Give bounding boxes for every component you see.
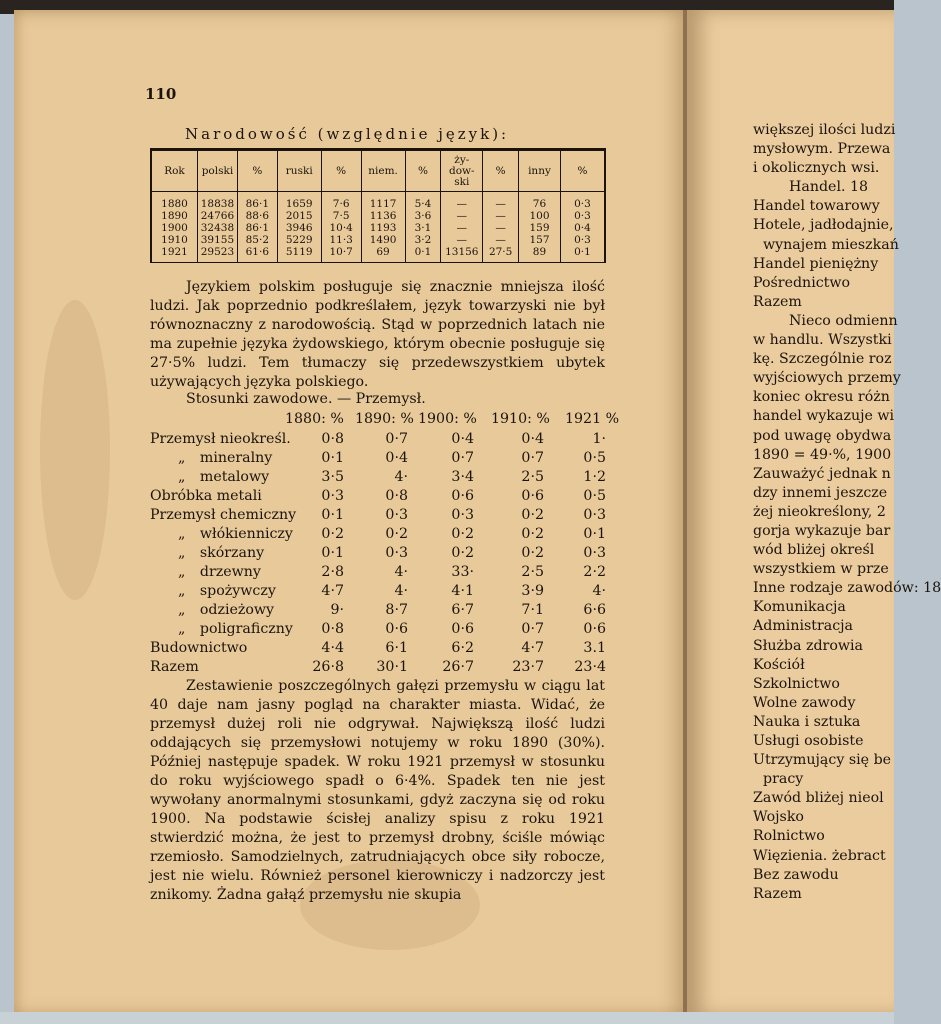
table-row <box>151 192 605 211</box>
occupation-value: 23·4 <box>574 659 606 675</box>
table-cell: 5229 <box>277 234 321 246</box>
table-cell: 5119 <box>277 246 321 263</box>
nationality-table <box>150 148 606 263</box>
occupation-row <box>150 658 610 677</box>
table-cell: 1136 <box>361 210 405 222</box>
table-cell: 61·6 <box>237 246 277 263</box>
occupation-value: 2·5 <box>521 564 544 580</box>
right-page-line: Handel. 18 <box>789 179 869 196</box>
column-header: % <box>321 150 361 192</box>
page-number: 110 <box>145 85 177 103</box>
occupation-label: „ włókienniczy <box>178 526 293 542</box>
year-header: 1910: % <box>491 411 550 427</box>
occupation-value: 0·7 <box>521 450 544 466</box>
occupation-value: 4· <box>394 564 408 580</box>
occupation-row <box>150 639 610 658</box>
right-page-line: Handel towarowy <box>753 198 880 215</box>
occupation-value: 23·7 <box>512 659 544 675</box>
paragraph-text: Zestawienie poszczególnych gałęzi przemysłu w ciągu lat 40 daje nam jasny pogląd na charakter miasta. Widać, że przemysł dużej roli nie odgrywał. Największą ilość ludzi oddających się przemysłowi notujemy w roku 1890 (30%). Później następuje spadek. W roku 1921 przemysł w stosunku do roku wyjściowego spadł o 6·4%. Spadek ten nie jest wywołany anormalnymi stosunkami, gdyż zaczyna się od roku 1900. Na podstawie ścisłej analizy spisu z roku 1921 stwierdzić można, że jest to przemysł drobny, ściśle mówiąc rzemiosło. Samodzielnych, zatrudniających obce siły robocze, jest nie wielu. Również personel kierowniczy i nadzorczy jest znikomy. Żadna gałąź przemysłu nie skupia <box>150 678 605 903</box>
occupation-value: 0·1 <box>583 526 606 542</box>
occupation-value: 0·3 <box>385 545 408 561</box>
occupation-row <box>150 506 610 525</box>
right-page-line: Zauważyć jednak n <box>753 465 891 482</box>
occupation-value: 0·7 <box>451 450 474 466</box>
table-cell: 7·5 <box>321 210 361 222</box>
table-cell: 0·3 <box>560 210 605 222</box>
right-page-line: większej ilości ludzi <box>753 122 896 138</box>
table-cell: 3·1 <box>405 222 441 234</box>
right-page-line: Zawód bliżej nieol <box>753 790 884 807</box>
table-cell: 32438 <box>198 222 238 234</box>
table-cell: 86·1 <box>237 222 277 234</box>
table-cell: 24766 <box>198 210 238 222</box>
table-cell: 159 <box>519 222 561 234</box>
occupation-value: 9· <box>330 602 344 618</box>
column-header: inny <box>519 150 561 192</box>
occupation-value: 0·8 <box>321 431 344 447</box>
table-cell: 0·1 <box>405 246 441 263</box>
table-row <box>151 210 605 222</box>
table-cell: — <box>441 192 483 211</box>
table-cell: 39155 <box>198 234 238 246</box>
occupation-label: „ spożywczy <box>178 583 276 599</box>
occupation-row <box>150 601 610 620</box>
right-page-line: Wojsko <box>753 809 804 826</box>
year-header: 1880: % <box>285 411 344 427</box>
table-cell: 76 <box>519 192 561 211</box>
occupation-value: 4· <box>394 583 408 599</box>
occupation-value: 3·4 <box>451 469 474 485</box>
occupation-value: 6·6 <box>583 602 606 618</box>
occupation-value: 6·1 <box>385 640 408 656</box>
right-page-line: Handel pieniężny <box>753 255 879 272</box>
paper-stain <box>40 300 110 600</box>
occupation-row <box>150 525 610 544</box>
right-page-line: Nauka i sztuka <box>753 713 861 730</box>
occupation-value: 4·7 <box>521 640 544 656</box>
column-header: % <box>483 150 519 192</box>
occupation-row <box>150 430 610 449</box>
table-cell: 27·5 <box>483 246 519 263</box>
right-page-line: Bez zawodu <box>753 866 839 883</box>
table-cell: 1490 <box>361 234 405 246</box>
occupation-value: 0·3 <box>321 488 344 504</box>
occupation-label: Razem <box>150 659 199 675</box>
column-header: % <box>405 150 441 192</box>
occupation-row <box>150 544 610 563</box>
occupation-value: 26·7 <box>442 659 474 675</box>
table-cell: 0·1 <box>560 246 605 263</box>
table-cell: — <box>441 234 483 246</box>
table-cell: 1921 <box>151 246 198 263</box>
table-cell: 10·4 <box>321 222 361 234</box>
right-page-line: koniec okresu różn <box>753 389 890 406</box>
table-cell: 1910 <box>151 234 198 246</box>
right-page-line: Inne rodzaje zawodów: 18 <box>753 580 941 597</box>
occupation-value: 3.1 <box>583 640 606 656</box>
occupation-value: 0·2 <box>451 526 474 542</box>
table-cell: — <box>441 210 483 222</box>
table-body <box>151 192 605 263</box>
occupation-value: 4· <box>592 583 606 599</box>
paragraph-industry <box>150 677 605 905</box>
occupation-value: 0·6 <box>583 621 606 637</box>
table-cell: 85·2 <box>237 234 277 246</box>
occupation-row <box>150 487 610 506</box>
occupation-value: 1· <box>592 431 606 447</box>
occupation-value: 3·5 <box>321 469 344 485</box>
occupation-value: 8·7 <box>385 602 408 618</box>
occupation-value: 0·2 <box>451 545 474 561</box>
right-page-line: wszystkiem w prze <box>753 561 889 578</box>
occupation-value: 0·8 <box>321 621 344 637</box>
occupation-value: 0·3 <box>583 545 606 561</box>
column-header: ruski <box>277 150 321 192</box>
right-page-line: handel wykazuje wi <box>753 408 895 425</box>
occupation-value: 6·2 <box>451 640 474 656</box>
table-cell: 157 <box>519 234 561 246</box>
table-cell: 18838 <box>198 192 238 211</box>
table-cell: 1890 <box>151 210 198 222</box>
right-page-line: Utrzymujący się be <box>753 752 892 769</box>
table-cell: 0·4 <box>560 222 605 234</box>
right-page-line: 1890 = 49·%, 1900 <box>753 446 892 463</box>
column-header: ży- dow- ski <box>441 150 483 192</box>
table-cell: 3·6 <box>405 210 441 222</box>
occupation-label: Obróbka metali <box>150 488 262 504</box>
right-page-line: Pośrednictwo <box>753 274 851 291</box>
occupation-value: 0·2 <box>521 526 544 542</box>
year-header: 1900: % <box>418 411 477 427</box>
occupation-value: 0·1 <box>321 450 344 466</box>
table-cell: — <box>441 222 483 234</box>
table-cell: 10·7 <box>321 246 361 263</box>
occupation-value: 0·6 <box>451 621 474 637</box>
occupation-value: 0·5 <box>583 450 606 466</box>
occupation-value: 0·2 <box>521 545 544 561</box>
right-page-text <box>753 121 941 904</box>
year-header: 1921 % <box>565 411 620 427</box>
occupation-value: 4·4 <box>321 640 344 656</box>
occupation-value: 0·3 <box>583 507 606 523</box>
table-header-row <box>151 150 605 192</box>
occupation-row <box>150 468 610 487</box>
right-page-line: wynajem mieszkań <box>763 236 899 253</box>
occupation-row <box>150 582 610 601</box>
table-cell: — <box>483 234 519 246</box>
table-cell: 2015 <box>277 210 321 222</box>
right-page-line: pod uwagę obydwa <box>753 427 892 444</box>
table-cell: 1900 <box>151 222 198 234</box>
occupation-value: 0·2 <box>385 526 408 542</box>
right-page-line: gorja wykazuje bar <box>753 522 891 539</box>
paragraph-text: Językiem polskim posługuje się znacznie mniejsza ilość ludzi. Jak poprzednio podkreślałem, język towarzyski nie był równoznaczny z narodowością. Stąd w poprzednich latach nie ma zupełnie języka żydowskiego, którym obecnie posługuje się 27·5% ludzi. Tem tłumaczy się przedewszystkiem ubytek używających języka polskiego. <box>150 279 605 390</box>
table-cell: 13156 <box>441 246 483 263</box>
table-cell: — <box>483 210 519 222</box>
right-page-line: Więzienia. żebract <box>753 847 886 864</box>
occupation-table <box>150 411 620 677</box>
occupation-value: 26·8 <box>312 659 344 675</box>
right-page-line: Hotele, jadłodajnie, <box>753 217 894 234</box>
occupation-value: 0·8 <box>385 488 408 504</box>
table-cell: 29523 <box>198 246 238 263</box>
table-cell: 86·1 <box>237 192 277 211</box>
occupation-value: 0·4 <box>385 450 408 466</box>
occupation-label: „ poligraficzny <box>178 621 293 637</box>
bottom-background <box>0 1012 894 1024</box>
occupation-label: Przemysł nieokreśl. <box>150 431 291 447</box>
occupation-value: 0·1 <box>321 507 344 523</box>
occupation-value: 1·2 <box>583 469 606 485</box>
occupation-value: 7·1 <box>521 602 544 618</box>
column-header: % <box>560 150 605 192</box>
right-page-line: Razem <box>753 885 802 902</box>
table-cell: 1880 <box>151 192 198 211</box>
table-cell: 1193 <box>361 222 405 234</box>
column-header: polski <box>198 150 238 192</box>
occupation-label: „ drzewny <box>178 564 261 580</box>
occupation-value: 0·7 <box>521 621 544 637</box>
column-header: % <box>237 150 277 192</box>
occupation-value: 0·2 <box>521 507 544 523</box>
right-page-line: Razem <box>753 293 802 310</box>
right-page-line: pracy <box>763 771 804 788</box>
right-page-line: Kościół <box>753 656 805 673</box>
column-header: niem. <box>361 150 405 192</box>
table-cell: 3·2 <box>405 234 441 246</box>
occupation-heading: Stosunki zawodowe. — Przemysł. <box>186 391 426 407</box>
occupation-value: 0·3 <box>385 507 408 523</box>
table-cell: 0·3 <box>560 234 605 246</box>
right-page-line: żej nieokreślony, 2 <box>753 503 886 520</box>
right-page-line: kę. Szczególnie roz <box>753 351 892 368</box>
table-cell: 11·3 <box>321 234 361 246</box>
table-cell: — <box>483 222 519 234</box>
occupation-value: 2·8 <box>321 564 344 580</box>
table-cell: 1117 <box>361 192 405 211</box>
table-cell: 5·4 <box>405 192 441 211</box>
table-cell: 0·3 <box>560 192 605 211</box>
right-page-line: w handlu. Wszystki <box>753 332 892 349</box>
occupation-value: 0·2 <box>321 526 344 542</box>
occupation-label: Budownictwo <box>150 640 248 656</box>
occupation-label: „ odzieżowy <box>178 602 275 618</box>
occupation-value: 4·7 <box>321 583 344 599</box>
right-page-line: Służba zdrowia <box>753 637 864 654</box>
paragraph-language <box>150 278 605 392</box>
right-page-line: Rolnictwo <box>753 828 825 845</box>
occupation-row <box>150 449 610 468</box>
occupation-value: 2·5 <box>521 469 544 485</box>
right-page-line: Administracja <box>753 618 854 635</box>
right-page-line: Nieco odmienn <box>789 312 898 329</box>
year-header: 1890: % <box>355 411 414 427</box>
right-page-line: Wolne zawody <box>753 694 856 711</box>
occupation-row <box>150 563 610 582</box>
right-page-line: dzy innemi jeszcze <box>753 484 888 501</box>
table-row <box>151 222 605 234</box>
occupation-row <box>150 620 610 639</box>
table-row <box>151 234 605 246</box>
occupation-value: 0·4 <box>521 431 544 447</box>
occupation-value: 0·6 <box>521 488 544 504</box>
occupation-value: 33· <box>451 564 474 580</box>
table-cell: 1659 <box>277 192 321 211</box>
occupation-label: „ skórzany <box>178 545 265 561</box>
occupation-value: 0·6 <box>385 621 408 637</box>
occupation-label: „ metalowy <box>178 469 270 485</box>
right-page-line: wód bliżej określ <box>753 542 875 559</box>
occupation-value: 0·6 <box>451 488 474 504</box>
table-cell: 100 <box>519 210 561 222</box>
occupation-value: 0·4 <box>451 431 474 447</box>
occupation-value: 3·9 <box>521 583 544 599</box>
table-cell: 88·6 <box>237 210 277 222</box>
table-cell: 3946 <box>277 222 321 234</box>
right-page-line: wyjściowych przemy <box>753 370 901 387</box>
occupation-value: 0·5 <box>583 488 606 504</box>
right-page-line: mysłowym. Przewa <box>753 141 891 158</box>
right-page-line: i okolicznych wsi. <box>753 160 880 177</box>
right-page-line: Szkolnictwo <box>753 675 840 692</box>
occupation-label: „ mineralny <box>178 450 273 466</box>
occupation-value: 0·7 <box>385 431 408 447</box>
table-cell: 69 <box>361 246 405 263</box>
occupation-value: 0·3 <box>451 507 474 523</box>
table-title: Narodowość (względnie język): <box>185 125 510 143</box>
right-page-line: Usługi osobiste <box>753 733 864 749</box>
occupation-value: 6·7 <box>451 602 474 618</box>
table-row <box>151 246 605 263</box>
occupation-value: 30·1 <box>376 659 408 675</box>
occupation-value: 2·2 <box>583 564 606 580</box>
occupation-value: 4·1 <box>451 583 474 599</box>
occupation-label: Przemysł chemiczny <box>150 507 297 523</box>
column-header: Rok <box>151 150 198 192</box>
year-header-row <box>150 411 620 430</box>
occupation-value: 0·1 <box>321 545 344 561</box>
right-page-line: Komunikacja <box>753 599 846 616</box>
occupation-value: 4· <box>394 469 408 485</box>
table-cell: 7·6 <box>321 192 361 211</box>
table-cell: 89 <box>519 246 561 263</box>
table-cell: — <box>483 192 519 211</box>
